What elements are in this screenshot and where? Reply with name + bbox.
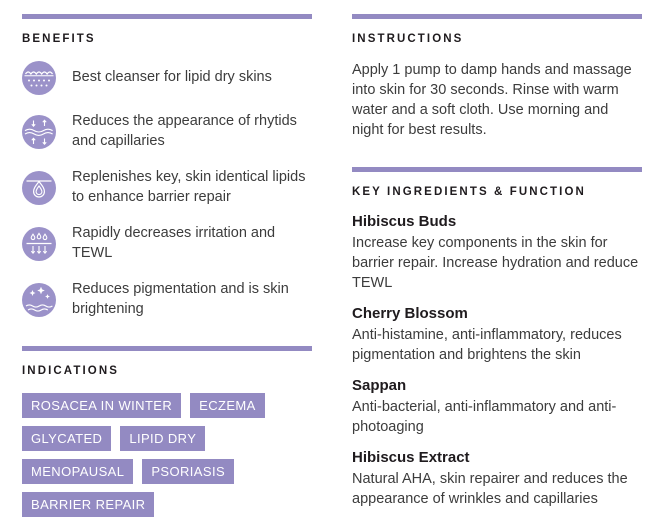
ingredient-name: Hibiscus Buds xyxy=(352,213,457,230)
benefit-text: Replenishes key, skin identical lipids to enhance barrier repair xyxy=(72,169,306,205)
ingredient-name: Sappan xyxy=(352,377,407,394)
indication-tag: BARRIER REPAIR xyxy=(22,492,154,517)
benefit-text: Reduces pigmentation and is skin brightening xyxy=(72,281,289,317)
benefit-item xyxy=(22,61,312,95)
indication-tag: PSORIASIS xyxy=(142,459,234,484)
indication-tag: MENOPAUSAL xyxy=(22,459,133,484)
benefits-list xyxy=(22,61,312,319)
benefits-divider-bar xyxy=(22,14,312,19)
right-column xyxy=(352,14,642,509)
indications-heading: INDICATIONS xyxy=(22,365,119,377)
ingredient-list xyxy=(352,212,642,509)
instructions-heading: INSTRUCTIONS xyxy=(352,33,464,45)
lipid-droplet-icon xyxy=(22,171,56,205)
ingredient-item xyxy=(352,448,642,509)
benefit-item xyxy=(22,112,312,151)
ingredient-item xyxy=(352,212,642,293)
benefit-text: Best cleanser for lipid dry skins xyxy=(72,69,272,86)
sparkle-brightening-icon xyxy=(22,283,56,317)
ingredients-divider-bar xyxy=(352,167,642,172)
indication-tags xyxy=(22,393,314,517)
indication-tag: LIPID DRY xyxy=(120,426,205,451)
benefit-item xyxy=(22,168,312,207)
benefit-item xyxy=(22,280,312,319)
instructions-divider-bar xyxy=(352,14,642,19)
indication-tag: GLYCATED xyxy=(22,426,111,451)
ingredient-description: Natural AHA, skin repairer and reduces the appearance of wrinkles and capillaries xyxy=(352,471,628,507)
left-column xyxy=(22,14,312,517)
droplets-decrease-icon xyxy=(22,227,56,261)
indication-tag: ROSACEA IN WINTER xyxy=(22,393,181,418)
ingredients-heading: KEY INGREDIENTS & FUNCTION xyxy=(352,186,586,198)
benefit-item xyxy=(22,224,312,263)
ingredient-item xyxy=(352,376,642,437)
ingredient-description: Increase key components in the skin for barrier repair. Increase hydration and reduce TEWL xyxy=(352,235,639,291)
ingredient-description: Anti-histamine, anti-inflammatory, reduces pigmentation and brightens the skin xyxy=(352,327,622,363)
benefits-heading: BENEFITS xyxy=(22,33,96,45)
skin-surface-hydration-icon xyxy=(22,61,56,95)
instructions-body: Apply 1 pump to damp hands and massage into skin for 30 seconds. Rinse with warm water and a soft cloth. Use morning and night for best results. xyxy=(352,62,632,138)
ingredient-name: Hibiscus Extract xyxy=(352,449,470,466)
ingredient-item xyxy=(352,304,642,365)
indication-tag: ECZEMA xyxy=(190,393,265,418)
ingredient-description: Anti-bacterial, anti-inflammatory and anti-photoaging xyxy=(352,399,617,435)
ingredient-name: Cherry Blossom xyxy=(352,305,468,322)
benefit-text: Rapidly decreases irritation and TEWL xyxy=(72,225,276,261)
skin-smoothing-arrows-icon xyxy=(22,115,56,149)
benefit-text: Reduces the appearance of rhytids and capillaries xyxy=(72,113,297,149)
indications-divider-bar xyxy=(22,346,312,351)
